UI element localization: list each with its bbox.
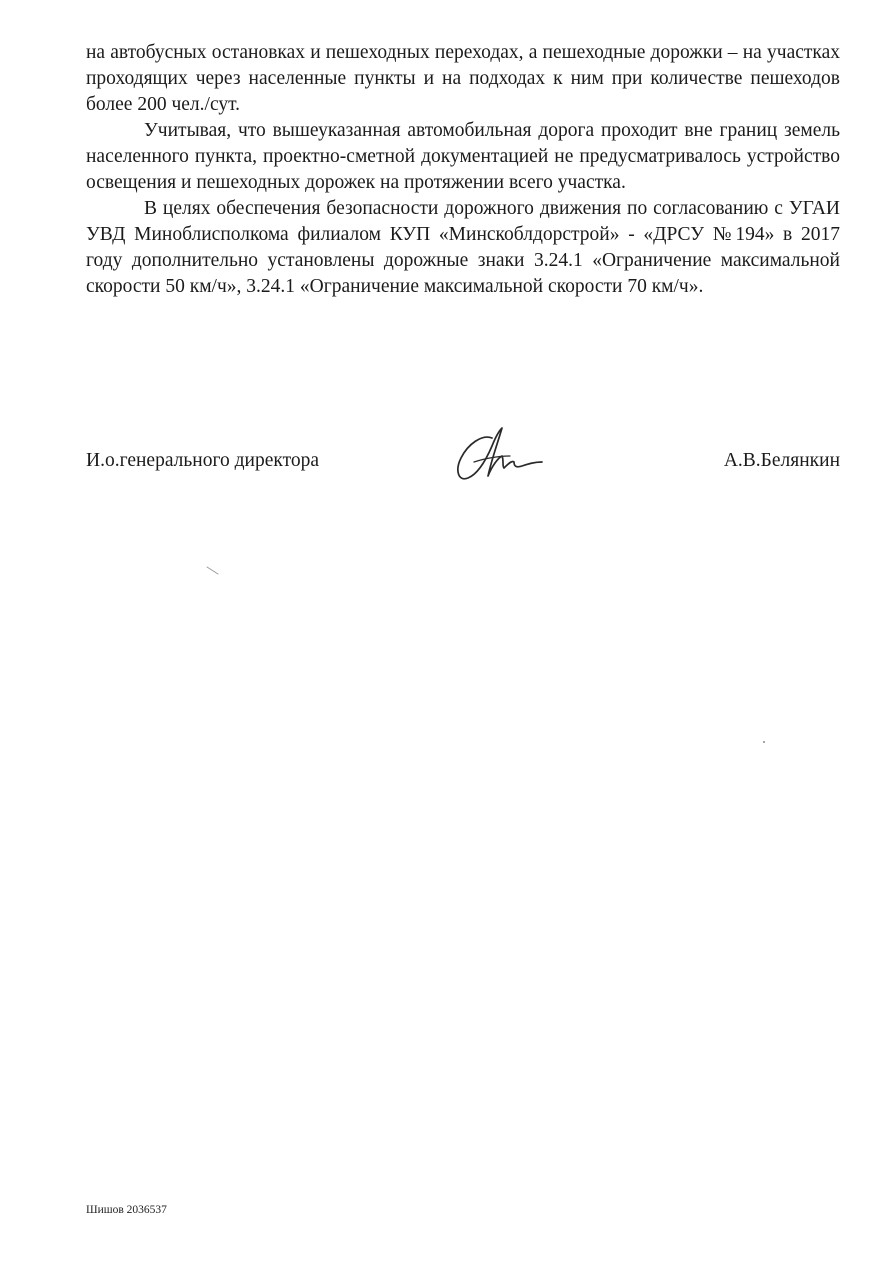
scan-speck-decoration bbox=[206, 566, 220, 576]
paragraph-outside-settlement: Учитывая, что вышеуказанная автомобильная дорога проходит вне границ земель населенного пункта, проектно-сметной документацией не предусматривалось устройство освещения и пешеходных дорожек на протяжении всего участка. bbox=[86, 120, 840, 193]
handwritten-signature-icon bbox=[452, 424, 548, 490]
executor-note: Шишов 2036537 bbox=[86, 1204, 167, 1216]
position-title: И.о.генерального директора bbox=[86, 450, 319, 471]
letter-body bbox=[86, 40, 840, 300]
signatory-name: А.В.Белянкин bbox=[723, 450, 840, 471]
scan-dot-decoration bbox=[762, 740, 766, 744]
paragraph-road-signs: В целях обеспечения безопасности дорожного движения по согласованию с УГАИ УВД Миноблисполкома филиалом КУП «Минскоблдорстрой» - «ДРСУ №194» в 2017 году дополнительно установлены дорожные знаки 3.24.1 «Ограничение максимальной скорости 50 км/ч», 3.24.1 «Ограничение максимальной скорости 70 км/ч». bbox=[86, 198, 840, 297]
paragraph-continuation: на автобусных остановках и пешеходных переходах, а пешеходные дорожки – на участках проходящих через населенные пункты и на подходах к ним при количестве пешеходов более 200 чел./сут. bbox=[86, 42, 840, 115]
